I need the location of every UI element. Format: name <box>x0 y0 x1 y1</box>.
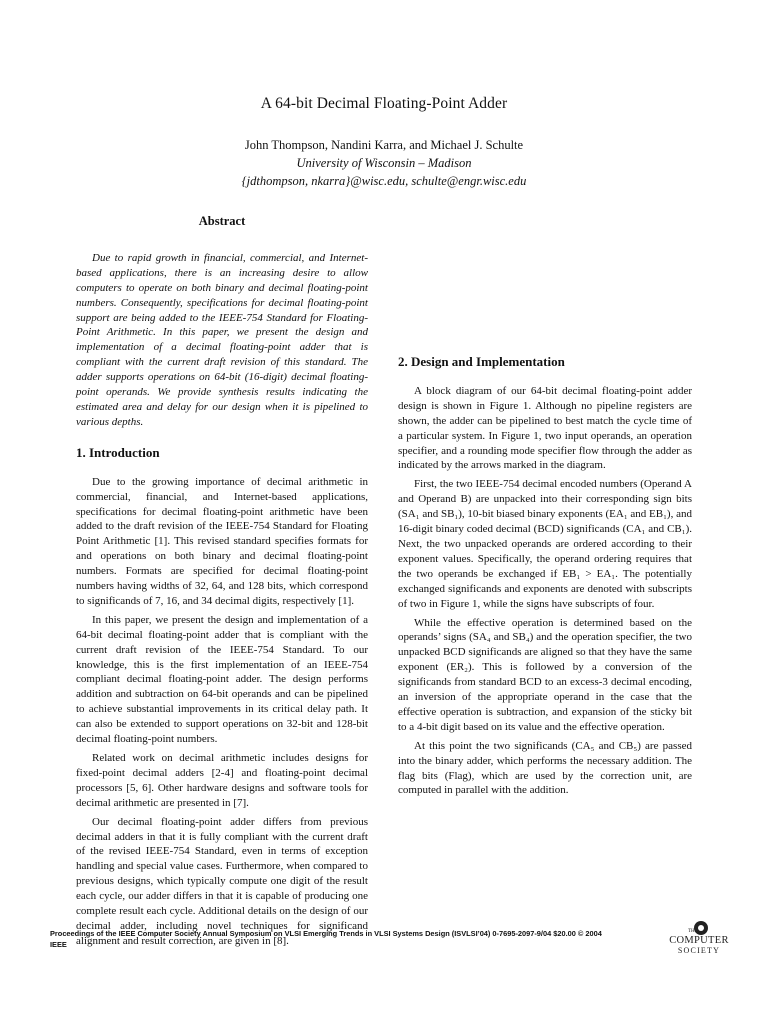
author-emails: {jdthompson, nkarra}@wisc.edu, schulte@engr.wisc.edu <box>241 174 527 188</box>
design-paragraph-2: First, the two IEEE-754 decimal encoded numbers (Operand A and Operand B) are unpacked into their corresponding sign bits (SA₁ and SB₁), 10-bit biased binary exponents (EA₁ and EB₁), and 16-digit binary coded decimal (BCD) significands (CA₁ and CB₁). Next, the two unpacked operands are ordered according to their exponent values. Specifically, the operand ordering requires that the two operands be exchanged if EB₁ > EA₁. The potentially exchanged significands and exponents are denoted with subscripts of two in Figure 1, while the signs have subscripts of four. <box>398 478 692 610</box>
logo-line-1: COMPUTER <box>669 935 729 946</box>
abstract-heading: Abstract <box>198 214 246 228</box>
affiliation: University of Wisconsin – Madison <box>296 156 472 170</box>
proceedings-footer: Proceedings of the IEEE Computer Society Annual Symposium on VLSI Emerging Trends in VLSI Systems Design (ISVLSI’04) 0-7695-2097-9/04 $20.00 © 2004 IEEE <box>50 929 602 949</box>
section-heading-introduction: 1. Introduction <box>76 444 160 460</box>
design-paragraph-4: At this point the two significands (CA₅ and CB₅) are passed into the binary adder, which performs the necessary addition. The flag bits (Flag), which are used by the correction unit, are computed in parallel with the addition. <box>398 739 692 797</box>
author-block <box>0 136 768 190</box>
computer-society-emblem-icon <box>688 920 710 936</box>
intro-paragraph-4: Our decimal floating-point adder differs from previous decimal adders in that it is fully compliant with the current draft of the revised IEEE-754 Standard, even in terms of exception handling and special value cases. Furthermore, when compared to previous designs, which typically compute one digit of the result each cycle, our adder differs in that it is capable of producing one complete result each cycle. Additional details on the design of our decimal adder, including novel techniques for significand alignment and result correction, are given in [8]. <box>76 815 368 947</box>
left-column <box>76 214 368 953</box>
abstract-text: Due to rapid growth in financial, commercial, and Internet-based applications, there is an increasing desire to allow computers to operate on both binary and decimal floating-point numbers. Consequently, specifications for decimal floating-point support are being added to the IEEE-754 Standard for Floating-Point Arithmetic. In this paper, we present the design and implementation of a decimal floating-point adder that is compliant with the current draft revision of this standard. The adder supports operations on 64-bit (16-digit) decimal floating-point operands. We provide synthesis results indicating the estimated area and delay for our design when it is pipelined to various depths. <box>76 251 368 428</box>
author-names: John Thompson, Nandini Karra, and Michael J. Schulte <box>244 138 524 152</box>
design-paragraph-3: While the effective operation is determined based on the operands’ signs (SA₄ and SB₄) and the operation specifier, the two unpacked BCD significands are aligned so that they have the same exponent (ER₂). This is followed by a conversion of the significands from standard BCD to an excess-3 decimal encoding, an inversion of the appropriate operand in the case that the effective operation is subtraction, and expansion of the sticky bit to a 4-bit digit based on its value and the effective operation. <box>398 616 692 733</box>
logo-line-2: SOCIETY <box>677 946 721 955</box>
right-column <box>398 219 692 802</box>
intro-paragraph-1: Due to the growing importance of decimal arithmetic in commercial, financial, and Internet-based applications, specifications for decimal floating-point arithmetic have been added to the draft revision of the IEEE-754 Standard for Floating Point Arithmetic [1]. This revised standard specifies formats for and operations on both binary and decimal floating-point numbers. Formats are specified for decimal floating-point numbers having widths of 32, 64, and 128 bits, which correspond to significands of 7, 16, and 34 decimal digits, respectively [1]. <box>76 475 368 607</box>
logo-small-text: THE <box>688 929 698 934</box>
paper-title: A 64-bit Decimal Floating-Point Adder <box>260 95 508 112</box>
computer-society-logo <box>668 920 730 966</box>
intro-paragraph-3: Related work on decimal arithmetic includes designs for fixed-point decimal adders [2-4] and floating-point decimal processors [5, 6]. Other hardware designs and software tools for decimal arithmetic are presented in [7]. <box>76 752 368 809</box>
design-paragraph-1: A block diagram of our 64-bit decimal floating-point adder design is shown in Figure 1. Although no pipeline registers are shown, the adder can be pipelined to best match the cycle time of a particular system. In Figure 1, two input operands, an operation specifier, and a rounding mode specifier flow through the adder as indicated by the arrows marked in the diagram. <box>398 384 692 472</box>
intro-paragraph-2: In this paper, we present the design and implementation of a 64-bit decimal floating-point adder that is compliant with the current draft revision of the IEEE-754 Standard. To our knowledge, this is the first implementation of an IEEE-754 compliant decimal floating-point adder. The design performs addition and subtraction on 64-bit operands and can be pipelined to achieve substantial improvements in its critical delay path. It can also be extended to support operations on 32-bit and 128-bit decimal floating-point numbers. <box>76 613 368 746</box>
section-heading-design: 2. Design and Implementation <box>398 354 565 369</box>
